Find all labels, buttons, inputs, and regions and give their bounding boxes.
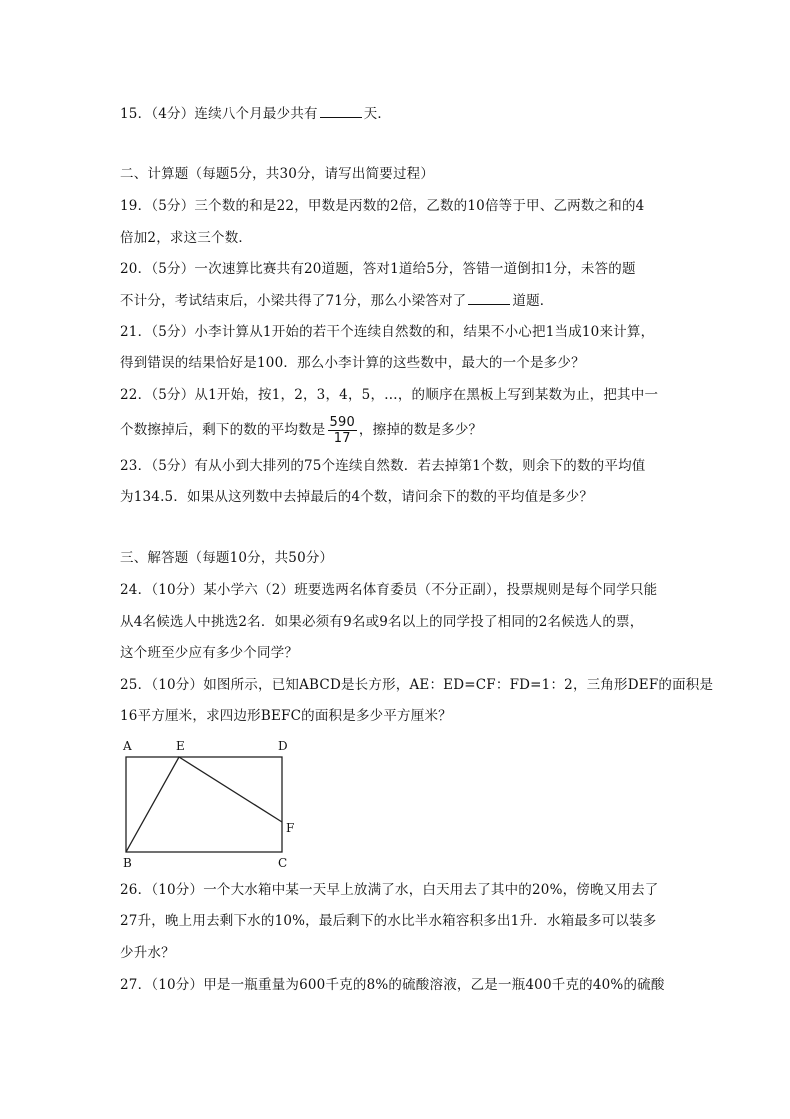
label-b: B [123,856,132,870]
section-2-title: 二、计算题（每题5分，共30分，请写出简要过程） [120,166,435,182]
question-23-line1: 23．（5分）有从小到大排列的75个连续自然数．若去掉第1个数，则余下的数的平均值 [120,458,646,474]
question-15: 15．（4分）连续八个月最少共有 天． [120,106,392,122]
answer-blank[interactable] [320,104,362,118]
fraction [328,415,357,446]
label-c: C [278,856,288,870]
question-21-line2: 得到错误的结果恰好是100．那么小李计算的这些数中，最大的一个是多少？ [120,355,585,371]
rectangle-abcd [126,757,282,852]
fraction-numerator: 590 [329,415,355,430]
question-26-line2: 27升，晚上用去剩下水的10%，最后剩下的水比半水箱容积多出1升．水箱最多可以装多 [120,913,657,929]
question-20-line2: 不计分，考试结束后，小梁共得了71分，那么小梁答对了 道题． [120,293,554,309]
rectangle-figure [120,736,310,872]
question-19-line2: 倍加2，求这三个数． [120,230,253,246]
section-3-title: 三、解答题（每题10分，共50分） [120,550,334,566]
segments-be-ef [126,757,282,852]
answer-blank[interactable] [468,291,510,305]
label-a: A [123,739,132,753]
question-21-line1: 21．（5分）小李计算从1开始的若干个连续自然数的和，结果不小心把1当成10来计算， [120,324,655,340]
question-19-line1: 19．（5分）三个数的和是22，甲数是丙数的2倍，乙数的10倍等于甲、乙两数之和的4 [120,198,645,214]
question-20-line1: 20．（5分）一次速算比赛共有20道题，答对1道给5分，答错一道倒扣1分，未答的题 [120,261,636,277]
question-23-line2: 为134.5．如果从这列数中去掉最后的4个数，请问余下的数的平均值是多少？ [120,489,594,505]
question-24-line2: 从4名候选人中挑选2名．如果必须有9名或9名以上的同学投了相同的2名候选人的票， [120,614,644,630]
label-d: D [278,739,288,753]
question-26-line3: 少升水？ [120,945,175,961]
question-22-line2: 个数擦掉后，剩下的数的平均数是 $\frac{590}{17}$ ，擦掉的数是多少？ [120,415,483,446]
question-26-line1: 26．（10分）一个大水箱中某一天早上放满了水，白天用去了其中的20%，傍晚又用去了 [120,882,659,898]
question-24-line1: 24．（10分）某小学六（2）班要选两名体育委员（不分正副），投票规则是每个同学只能 [120,582,658,598]
fraction-denominator: 17 [333,431,351,446]
label-e: E [176,739,185,753]
question-27-line1: 27．（10分）甲是一瓶重量为600千克的8%的硫酸溶液，乙是一瓶400千克的40%的硫酸 [120,977,665,993]
question-25-line2: 16平方厘米，求四边形BEFC的面积是多少平方厘米？ [120,708,452,724]
question-22-line1: 22．（5分）从1开始，按1，2，3，4，5，…，的顺序在黑板上写到某数为止，把其中一 [120,387,659,403]
question-24-line3: 这个班至少应有多少个同学？ [120,645,299,661]
question-25-line1: 25．（10分）如图所示，已知ABCD是长方形，AE：ED=CF：FD=1：2，三角形DEF的面积是 [120,677,714,693]
label-f: F [286,821,295,835]
